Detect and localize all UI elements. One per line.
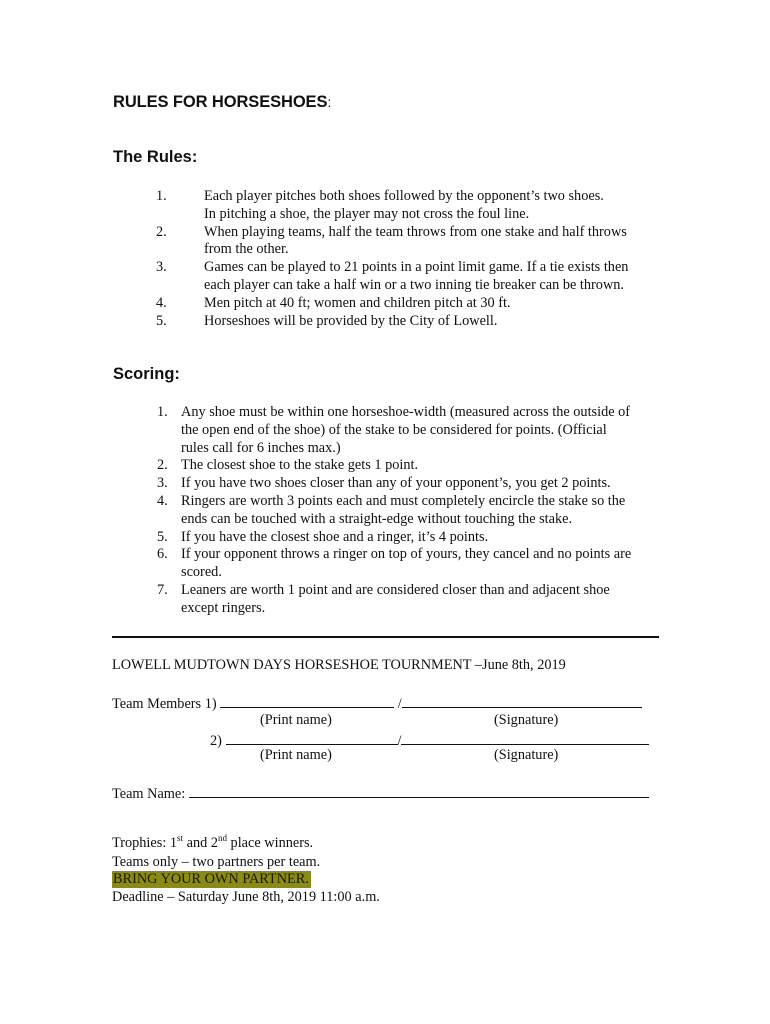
scoring-number: 4. bbox=[157, 492, 168, 509]
deadline-line: Deadline – Saturday June 8th, 2019 11:00 a.m. bbox=[112, 889, 380, 905]
signature-label: (Signature) bbox=[494, 747, 559, 763]
team-name-label: Team Name: bbox=[112, 786, 186, 802]
rule-text-line: When playing teams, half the team throws from one stake and half throws bbox=[204, 223, 627, 240]
scoring-text-line: the open end of the shoe) of the stake to be considered for points. (Official bbox=[181, 421, 607, 438]
team-name-field[interactable] bbox=[189, 783, 649, 798]
rule-item-3 bbox=[0, 259, 770, 295]
scoring-number: 2. bbox=[157, 457, 168, 474]
scoring-text-line: Ringers are worth 3 points each and must completely encircle the stake so the bbox=[181, 492, 626, 509]
rule-text-line: In pitching a shoe, the player may not cross the foul line. bbox=[204, 205, 530, 222]
member-1-print-name-field[interactable] bbox=[220, 693, 394, 708]
member-2-print-name-field[interactable] bbox=[226, 730, 398, 745]
document-title-text: RULES FOR HORSESHOES bbox=[113, 93, 328, 111]
member-2-signature-field[interactable] bbox=[401, 730, 649, 745]
trophies-mid: and 2 bbox=[183, 835, 218, 851]
scoring-text-line: If you have two shoes closer than any of your opponent’s, you get 2 points. bbox=[181, 475, 611, 492]
teams-only-line: Teams only – two partners per team. bbox=[112, 854, 321, 870]
rule-text-line: Horseshoes will be provided by the City of Lowell. bbox=[204, 312, 498, 329]
bring-partner-highlight: BRING YOUR OWN PARTNER. bbox=[113, 871, 309, 887]
trophies-suffix: place winners. bbox=[226, 835, 314, 851]
rule-number: 4. bbox=[156, 294, 167, 311]
scoring-text-line: If you have the closest shoe and a ringer, it’s 4 points. bbox=[181, 528, 489, 545]
scoring-text-line: rules call for 6 inches max.) bbox=[181, 439, 341, 456]
slash-separator: / bbox=[397, 696, 402, 712]
rule-item-1 bbox=[0, 188, 770, 224]
rules-list bbox=[0, 188, 770, 330]
rule-text-line: Men pitch at 40 ft; women and children pitch at 30 ft. bbox=[204, 294, 511, 311]
document-title-colon: : bbox=[327, 94, 332, 110]
rule-number: 3. bbox=[156, 259, 167, 276]
scoring-text-line: scored. bbox=[181, 564, 222, 581]
scoring-text-line: Any shoe must be within one horseshoe-width (measured across the outside of bbox=[181, 404, 631, 420]
rule-text-line: each player can take a half win or a two inning tie breaker can be thrown. bbox=[204, 276, 624, 293]
document-title bbox=[113, 93, 331, 112]
signature-label: (Signature) bbox=[494, 712, 559, 728]
scoring-number: 1. bbox=[157, 404, 168, 420]
scoring-text-line: except ringers. bbox=[181, 599, 266, 616]
scoring-item-6 bbox=[0, 546, 770, 582]
member-1-signature-field[interactable] bbox=[402, 693, 642, 708]
scoring-number: 7. bbox=[157, 581, 168, 598]
scoring-number: 3. bbox=[157, 475, 168, 492]
trophies-sup-1: st bbox=[177, 833, 184, 843]
slash-separator: / bbox=[397, 733, 402, 749]
team-member-1-row bbox=[112, 693, 642, 713]
rule-item-5 bbox=[0, 313, 770, 331]
scoring-text-line: If your opponent throws a ringer on top of yours, they cancel and no points are bbox=[181, 546, 632, 563]
print-name-label: (Print name) bbox=[260, 747, 332, 763]
rule-number: 5. bbox=[156, 312, 167, 329]
scoring-heading: Scoring: bbox=[113, 365, 180, 383]
scoring-item-4 bbox=[0, 493, 770, 529]
rule-number: 2. bbox=[156, 223, 167, 240]
scoring-list bbox=[0, 404, 770, 618]
member-2-label: 2) bbox=[210, 733, 222, 749]
rule-item-2 bbox=[0, 224, 770, 260]
rule-item-4 bbox=[0, 295, 770, 313]
scoring-item-2 bbox=[0, 457, 770, 475]
section-divider bbox=[112, 636, 659, 638]
rules-heading: The Rules: bbox=[113, 148, 198, 166]
team-name-row bbox=[112, 783, 649, 803]
scoring-item-1 bbox=[0, 404, 770, 457]
scoring-item-7 bbox=[0, 582, 770, 618]
scoring-text-line: ends can be touched with a straight-edge without touching the stake. bbox=[181, 510, 573, 527]
trophies-prefix: Trophies: 1 bbox=[112, 835, 178, 851]
scoring-item-5 bbox=[0, 529, 770, 547]
rule-text-line: Games can be played to 21 points in a point limit game. If a tie exists then bbox=[204, 259, 629, 276]
print-name-label: (Print name) bbox=[260, 712, 332, 728]
trophies-line bbox=[112, 835, 313, 852]
team-members-label: Team Members 1) bbox=[112, 696, 217, 712]
trophies-sup-2: nd bbox=[217, 833, 227, 843]
scoring-number: 6. bbox=[157, 546, 168, 563]
scoring-item-3 bbox=[0, 475, 770, 493]
scoring-number: 5. bbox=[157, 528, 168, 545]
rule-text-line: Each player pitches both shoes followed by the opponent’s two shoes. bbox=[204, 188, 604, 204]
scoring-text-line: The closest shoe to the stake gets 1 point. bbox=[181, 457, 419, 474]
rule-number: 1. bbox=[156, 188, 167, 204]
tournament-title: LOWELL MUDTOWN DAYS HORSESHOE TOURNMENT –June 8th, 2019 bbox=[112, 657, 566, 673]
scoring-text-line: Leaners are worth 1 point and are considered closer than and adjacent shoe bbox=[181, 581, 610, 598]
rule-text-line: from the other. bbox=[204, 241, 289, 258]
